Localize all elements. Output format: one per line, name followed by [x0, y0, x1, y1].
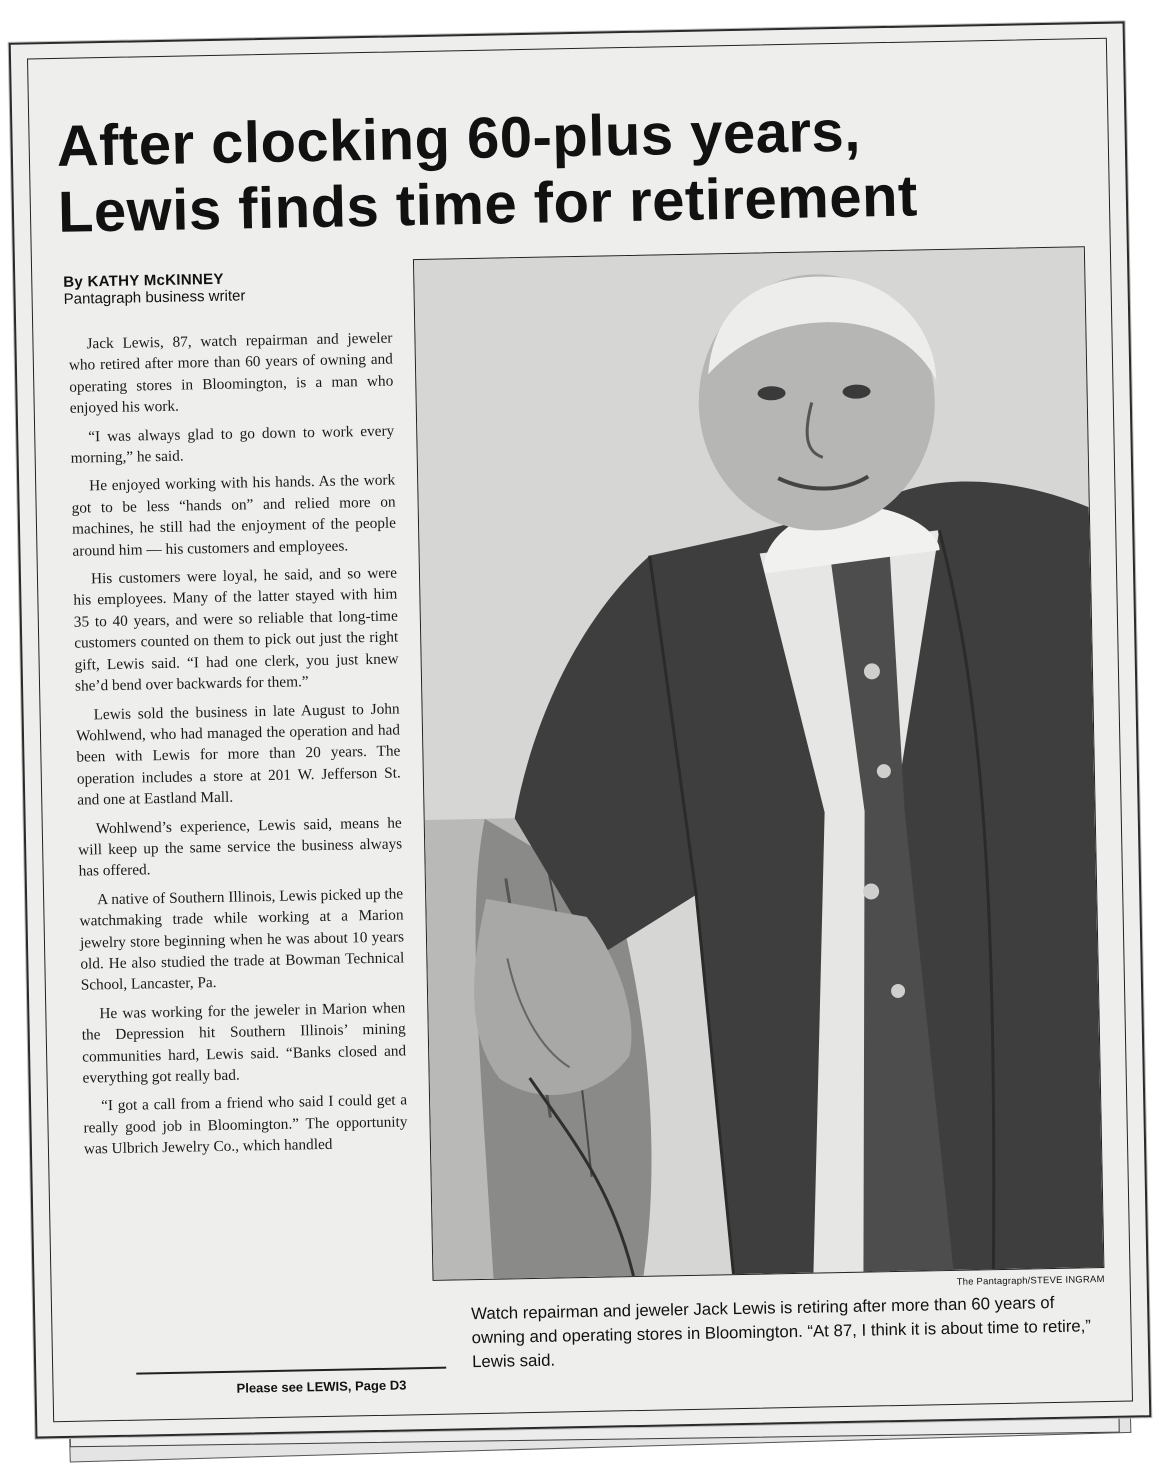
article-body: [68, 328, 408, 1168]
paragraph: He enjoyed working with his hands. As the work got to be less “hands on” and relied more on machines, he still had the enjoyment of the people around him — his customers and employees.: [71, 471, 397, 560]
photo-caption: Watch repairman and jeweler Jack Lewis is retiring after more than 60 years of owning and operating stores in Bloomington. “At 87, I think it is about time to retire,” Lewis said.: [471, 1293, 1092, 1372]
byline-author: By KATHY McKINNEY: [63, 270, 224, 291]
photo-credit: The Pantagraph/STEVE INGRAM: [956, 1274, 1105, 1288]
portrait-illustration: [414, 247, 1103, 1280]
byline-title: Pantagraph business writer: [63, 287, 246, 308]
paragraph: “I got a call from a friend who said I could get a really good job in Bloomington.” The opportunity was Ulbrich Jewelry Co., which handled: [83, 1091, 408, 1158]
byline: [63, 268, 394, 308]
paragraph: Wohlwend’s experience, Lewis said, means he will keep up the same service the business always has offered.: [78, 813, 403, 880]
portrait-photo: [413, 246, 1104, 1281]
paragraph: His customers were loyal, he said, and so were his employees. Many of the latter stayed with him 35 to 40 years, and were so reliable that long-time customers counted on them to pick out just the right gift, Lewis said. “I had one clerk, you just knew she’d bend over backwards for them.”: [73, 564, 399, 695]
headline-line-2: Lewis finds time for retirement: [57, 163, 919, 245]
headline: [56, 95, 1038, 246]
paragraph: A native of Southern Illinois, Lewis picked up the watchmaking trade while working at a Marion jewelry store beginning when he was about 10 years old. He also studied the trade at Bowman Technical School, Lancaster, Pa.: [79, 885, 405, 995]
paragraph: Lewis sold the business in late August to John Wohlwend, who had managed the operation and had been with Lewis for more than 20 years. The operation includes a store at 201 W. Jefferson St. and one at Eastland Mall.: [75, 699, 401, 809]
jump-line: Please see LEWIS, Page D3: [236, 1377, 407, 1396]
headline-line-1: After clocking 60-plus years,: [56, 98, 862, 179]
paragraph: “I was always glad to go down to work every morning,” he said.: [70, 422, 395, 467]
newspaper-clipping: [9, 21, 1152, 1438]
paragraph: Jack Lewis, 87, watch repairman and jeweler who retired after more than 60 years of owning and operating stores in Bloomington, is a man who enjoyed his work.: [68, 329, 394, 417]
paragraph: He was working for the jeweler in Marion when the Depression hit Southern Illinois’ mining communities hard, Lewis said. “Banks closed and everything got really bad.: [81, 999, 407, 1087]
